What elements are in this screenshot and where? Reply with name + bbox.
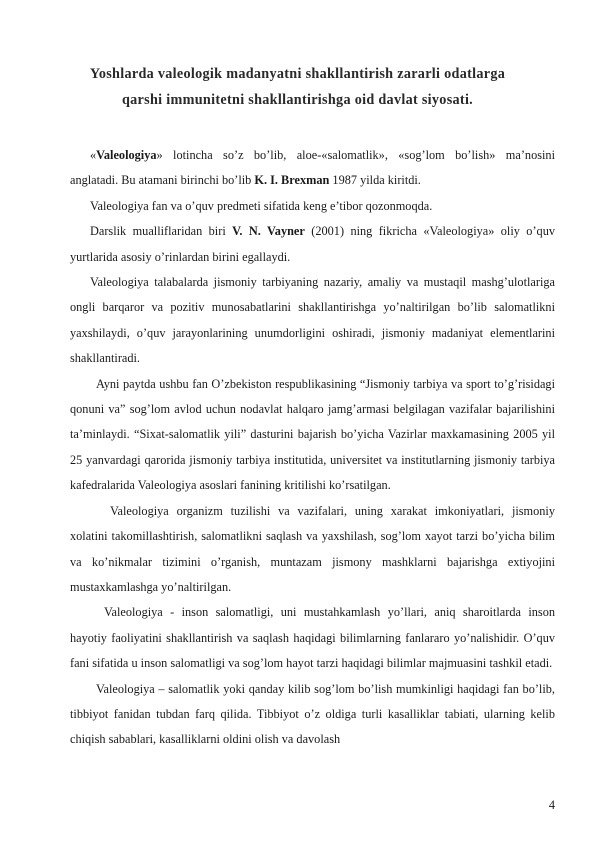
document-title bbox=[70, 61, 525, 113]
paragraph-4: Valeologiya talabalarda jismoniy tarbiyaning nazariy, amaliy va mustaqil mashg’ulotlariga ongli barqaror va pozitiv munosabatlarini shakllantirishga yo’naltirilgan bo’lib salomatlikni yaxshilaydi, o’quv jarayonlarining unumdorligini oshiradi, jismoniy madaniyat elementlarini shakllantiradi. bbox=[70, 275, 555, 366]
title-line-1: Yoshlarda valeologik madanyatni shakllantirish zararli odatlarga bbox=[89, 66, 506, 82]
paragraph-2: Valeologiya fan va o’quv predmeti sifatida keng e’tibor qozonmoqda. bbox=[90, 198, 433, 213]
document-body bbox=[70, 143, 555, 753]
author-brexman: K. I. Brexman bbox=[254, 173, 330, 188]
term-valeologiya: Valeologiya bbox=[96, 148, 157, 162]
author-vayner: V. N. Vayner bbox=[232, 224, 305, 239]
page-number: 4 bbox=[548, 798, 555, 812]
open-quote: « bbox=[90, 148, 97, 162]
paragraph-1-text: » lotincha so’z bo’lib, aloe-«salomatlik», «sog’lom bo’lish» ma’nosini anglatadi. Bu atamani birinchi bo’lib bbox=[70, 148, 555, 188]
paragraph-7: Valeologiya - inson salomatligi, uni mustahkamlash yo’llari, aniq sharoitlarda inson hayotiy faoliyatini shakllantirish va saqlash haqidagi bilimlarning fanlararo yo’nalishidir. O’quv fani sifatida u inson salomatligi va sog’lom hayot tarzi haqidagi bilimlar majmuasini tashkil etadi. bbox=[70, 605, 555, 671]
paragraph-6: Valeologiya organizm tuzilishi va vazifalari, uning xarakat imkoniyatlari, jismoniy xolatini takomillashtirish, salomatlikni saqlash va yaxshilash, sog’lom xayot tarzi bo’yicha bilim va ko’nikmalar tizimini o’rganish, muntazam jismony mashklarni bajarishga extiyojini mustaxkamlashga yo’naltirilgan. bbox=[70, 503, 555, 594]
paragraph-3 bbox=[70, 219, 555, 270]
title-line-2: qarshi immunitetni shakllantirishga oid davlat siyosati. bbox=[121, 92, 474, 108]
paragraph-3-start: Darslik mualliflaridan biri bbox=[90, 224, 233, 239]
paragraph-1 bbox=[70, 143, 555, 194]
paragraph-1-end: 1987 yilda kiritdi. bbox=[329, 173, 421, 188]
paragraph-3-end: (2001) ning fikricha «Valeologiya» oliy o’quv yurtlarida asosiy o’rinlardan birini egallaydi. bbox=[70, 224, 555, 264]
paragraph-5: Ayni paytda ushbu fan O’zbekiston respublikasining “Jismoniy tarbiya va sport to’g’risidagi qonuni va” sog’lom avlod uchun nodavlat halqaro jamg’armasi belgilagan vazifalar bajarilishini ta’minlaydi. “Sixat-salomatlik yili” dasturini bajarish bo’yicha Vazirlar maxkamasining 2005 yil 25 yanvardagi qarorida jismoniy tarbiya institutida, universitet va institutlarning jismoniy tarbiya kafedralarida Valeologiya asoslari fanining kritilishi ko’rsatilgan. bbox=[70, 376, 555, 493]
paragraph-8: Valeologiya – salomatlik yoki qanday kilib sog’lom bo’lish mumkinligi haqidagi fan bo’lib, tibbiyot fanidan tubdan farq qilida. Tibbiyot o’z oldiga turli kasalliklar tabiati, ularning kelib chiqish sabablari, kasalliklarni oldini olish va davolash bbox=[70, 681, 555, 747]
